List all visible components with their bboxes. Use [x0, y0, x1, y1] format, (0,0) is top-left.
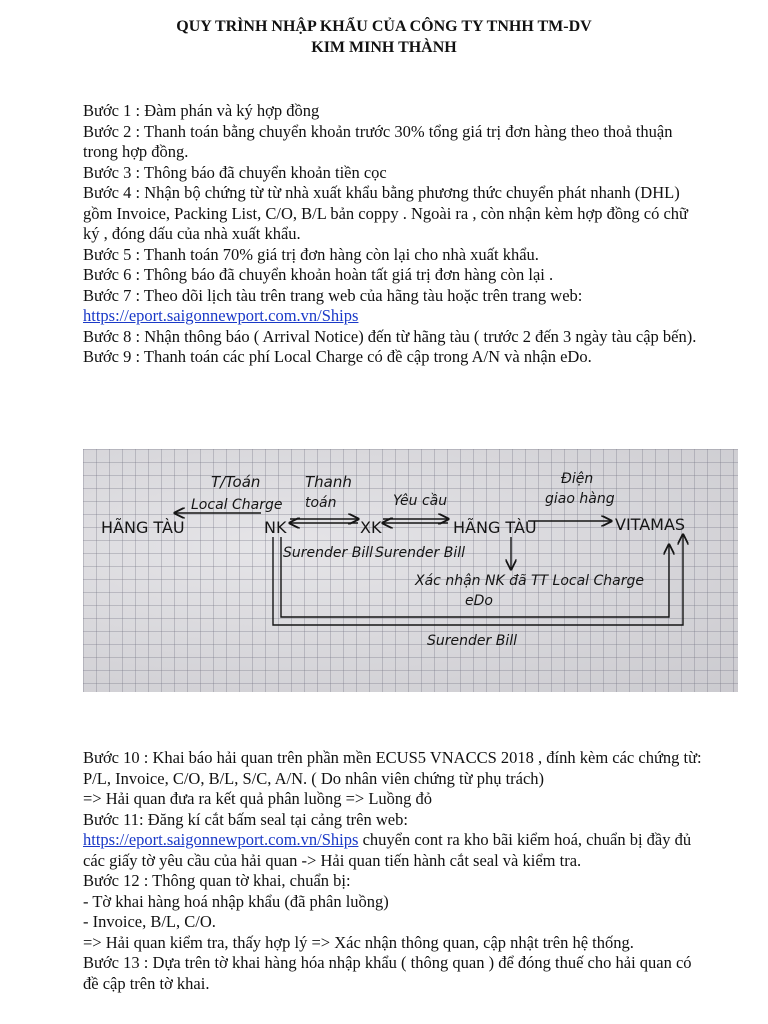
step-13: Bước 13 : Dựa trên tờ khai hàng hóa nhập khẩu ( thông quan ) để đóng thuế cho hải quan có đề cập trên tờ khai.	[83, 953, 692, 993]
step-12-item-2: - Invoice, B/L, C/O.	[83, 912, 216, 931]
label-toan: toán	[305, 495, 337, 511]
step-4: Bước 4 : Nhận bộ chứng từ từ nhà xuất khẩu bằng phương thức chuyển phát nhanh (DHL) gồm Invoice, Packing List, C/O, B/L bản coppy . Ngoài ra , còn nhận kèm hợp đồng có chữ ký , đóng dấu của nhà xuất khẩu.	[83, 183, 688, 243]
label-surrender-2: Surender Bill	[375, 545, 465, 561]
label-yeu-cau: Yêu cầu	[393, 493, 448, 509]
label-surrender-1: Surender Bill	[283, 545, 373, 561]
label-ttoan: T/Toán	[211, 473, 261, 491]
step-12-lead: Bước 12 : Thông quan tờ khai, chuẩn bị:	[83, 871, 351, 890]
steps-1-9	[83, 101, 703, 368]
step-3: Bước 3 : Thông báo đã chuyển khoản tiền cọc	[83, 162, 387, 182]
step-10-result: => Hải quan đưa ra kết quả phân luồng => Luồng đỏ	[83, 789, 433, 808]
ships-link-2[interactable]: https://eport.saigonnewport.com.vn/Ships	[83, 830, 359, 849]
step-2: Bước 2 : Thanh toán bằng chuyển khoản trước 30% tổng giá trị đơn hàng theo thoả thuận trong hợp đồng.	[83, 121, 673, 161]
step-8: Bước 8 : Nhận thông báo ( Arrival Notice) đến từ hãng tàu ( trước 2 đến 3 ngày tàu cập bến).	[83, 326, 697, 346]
step-7: Bước 7 : Theo dõi lịch tàu trên trang web của hãng tàu hoặc trên trang web:	[83, 285, 583, 305]
handwritten-diagram-photo	[83, 449, 738, 692]
ships-link[interactable]: https://eport.saigonnewport.com.vn/Ships	[83, 306, 359, 325]
label-local-charge: Local Charge	[191, 497, 283, 513]
step-6: Bước 6 : Thông báo đã chuyển khoản hoàn tất giá trị đơn hàng còn lại .	[83, 265, 554, 284]
label-surrender-bottom: Surender Bill	[427, 633, 517, 649]
node-nk: NK	[264, 518, 287, 537]
node-xk: XK	[360, 518, 382, 537]
step-11-rest: chuyển cont ra kho bãi kiểm hoá, chuẩn bị đầy đủ các giấy tờ yêu cầu của hải quan -> Hải quan tiến hành cắt seal và kiểm tra.	[83, 830, 692, 870]
node-vitamas: VITAMAS	[615, 515, 686, 534]
step-5: Bước 5 : Thanh toán 70% giá trị đơn hàng còn lại cho nhà xuất khẩu.	[83, 244, 539, 264]
step-12-result: => Hải quan kiểm tra, thấy hợp lý => Xác nhận thông quan, cập nhật trên hệ thống.	[83, 932, 634, 952]
step-11-lead: Bước 11: Đăng kí cắt bấm seal tại cảng trên web:	[83, 809, 408, 829]
label-xac-nhan: Xác nhận NK đã TT Local Charge	[415, 573, 645, 589]
document-title-line2: KIM MINH THÀNH	[311, 39, 457, 56]
step-1: Bước 1 : Đàm phán và ký hợp đồng	[83, 101, 320, 120]
step-12-item-1: - Tờ khai hàng hoá nhập khẩu (đã phân luồng)	[83, 891, 389, 911]
step-9: Bước 9 : Thanh toán các phí Local Charge có đề cập trong A/N và nhận eDo.	[83, 347, 592, 366]
label-thanh: Thanh	[305, 473, 352, 491]
step-10: Bước 10 : Khai báo hải quan trên phần mền ECUS5 VNACCS 2018 , đính kèm các chứng từ: P/L, Invoice, C/O, B/L, S/C, A/N. ( Do nhân viên chứng từ phụ trách)	[83, 748, 702, 788]
node-hang-tau-right: HÃNG TÀU	[453, 518, 537, 537]
label-edo: eDo	[465, 593, 493, 609]
node-hang-tau-left: HÃNG TÀU	[101, 518, 185, 537]
steps-10-13	[83, 748, 703, 994]
diagram-drawing	[83, 449, 738, 692]
label-giao-hang: giao hàng	[545, 491, 615, 507]
step-11-body	[83, 830, 703, 871]
document-title-line1: QUY TRÌNH NHẬP KHẨU CỦA CÔNG TY TNHH TM-DV	[176, 18, 592, 35]
label-dien: Điện	[561, 471, 594, 487]
